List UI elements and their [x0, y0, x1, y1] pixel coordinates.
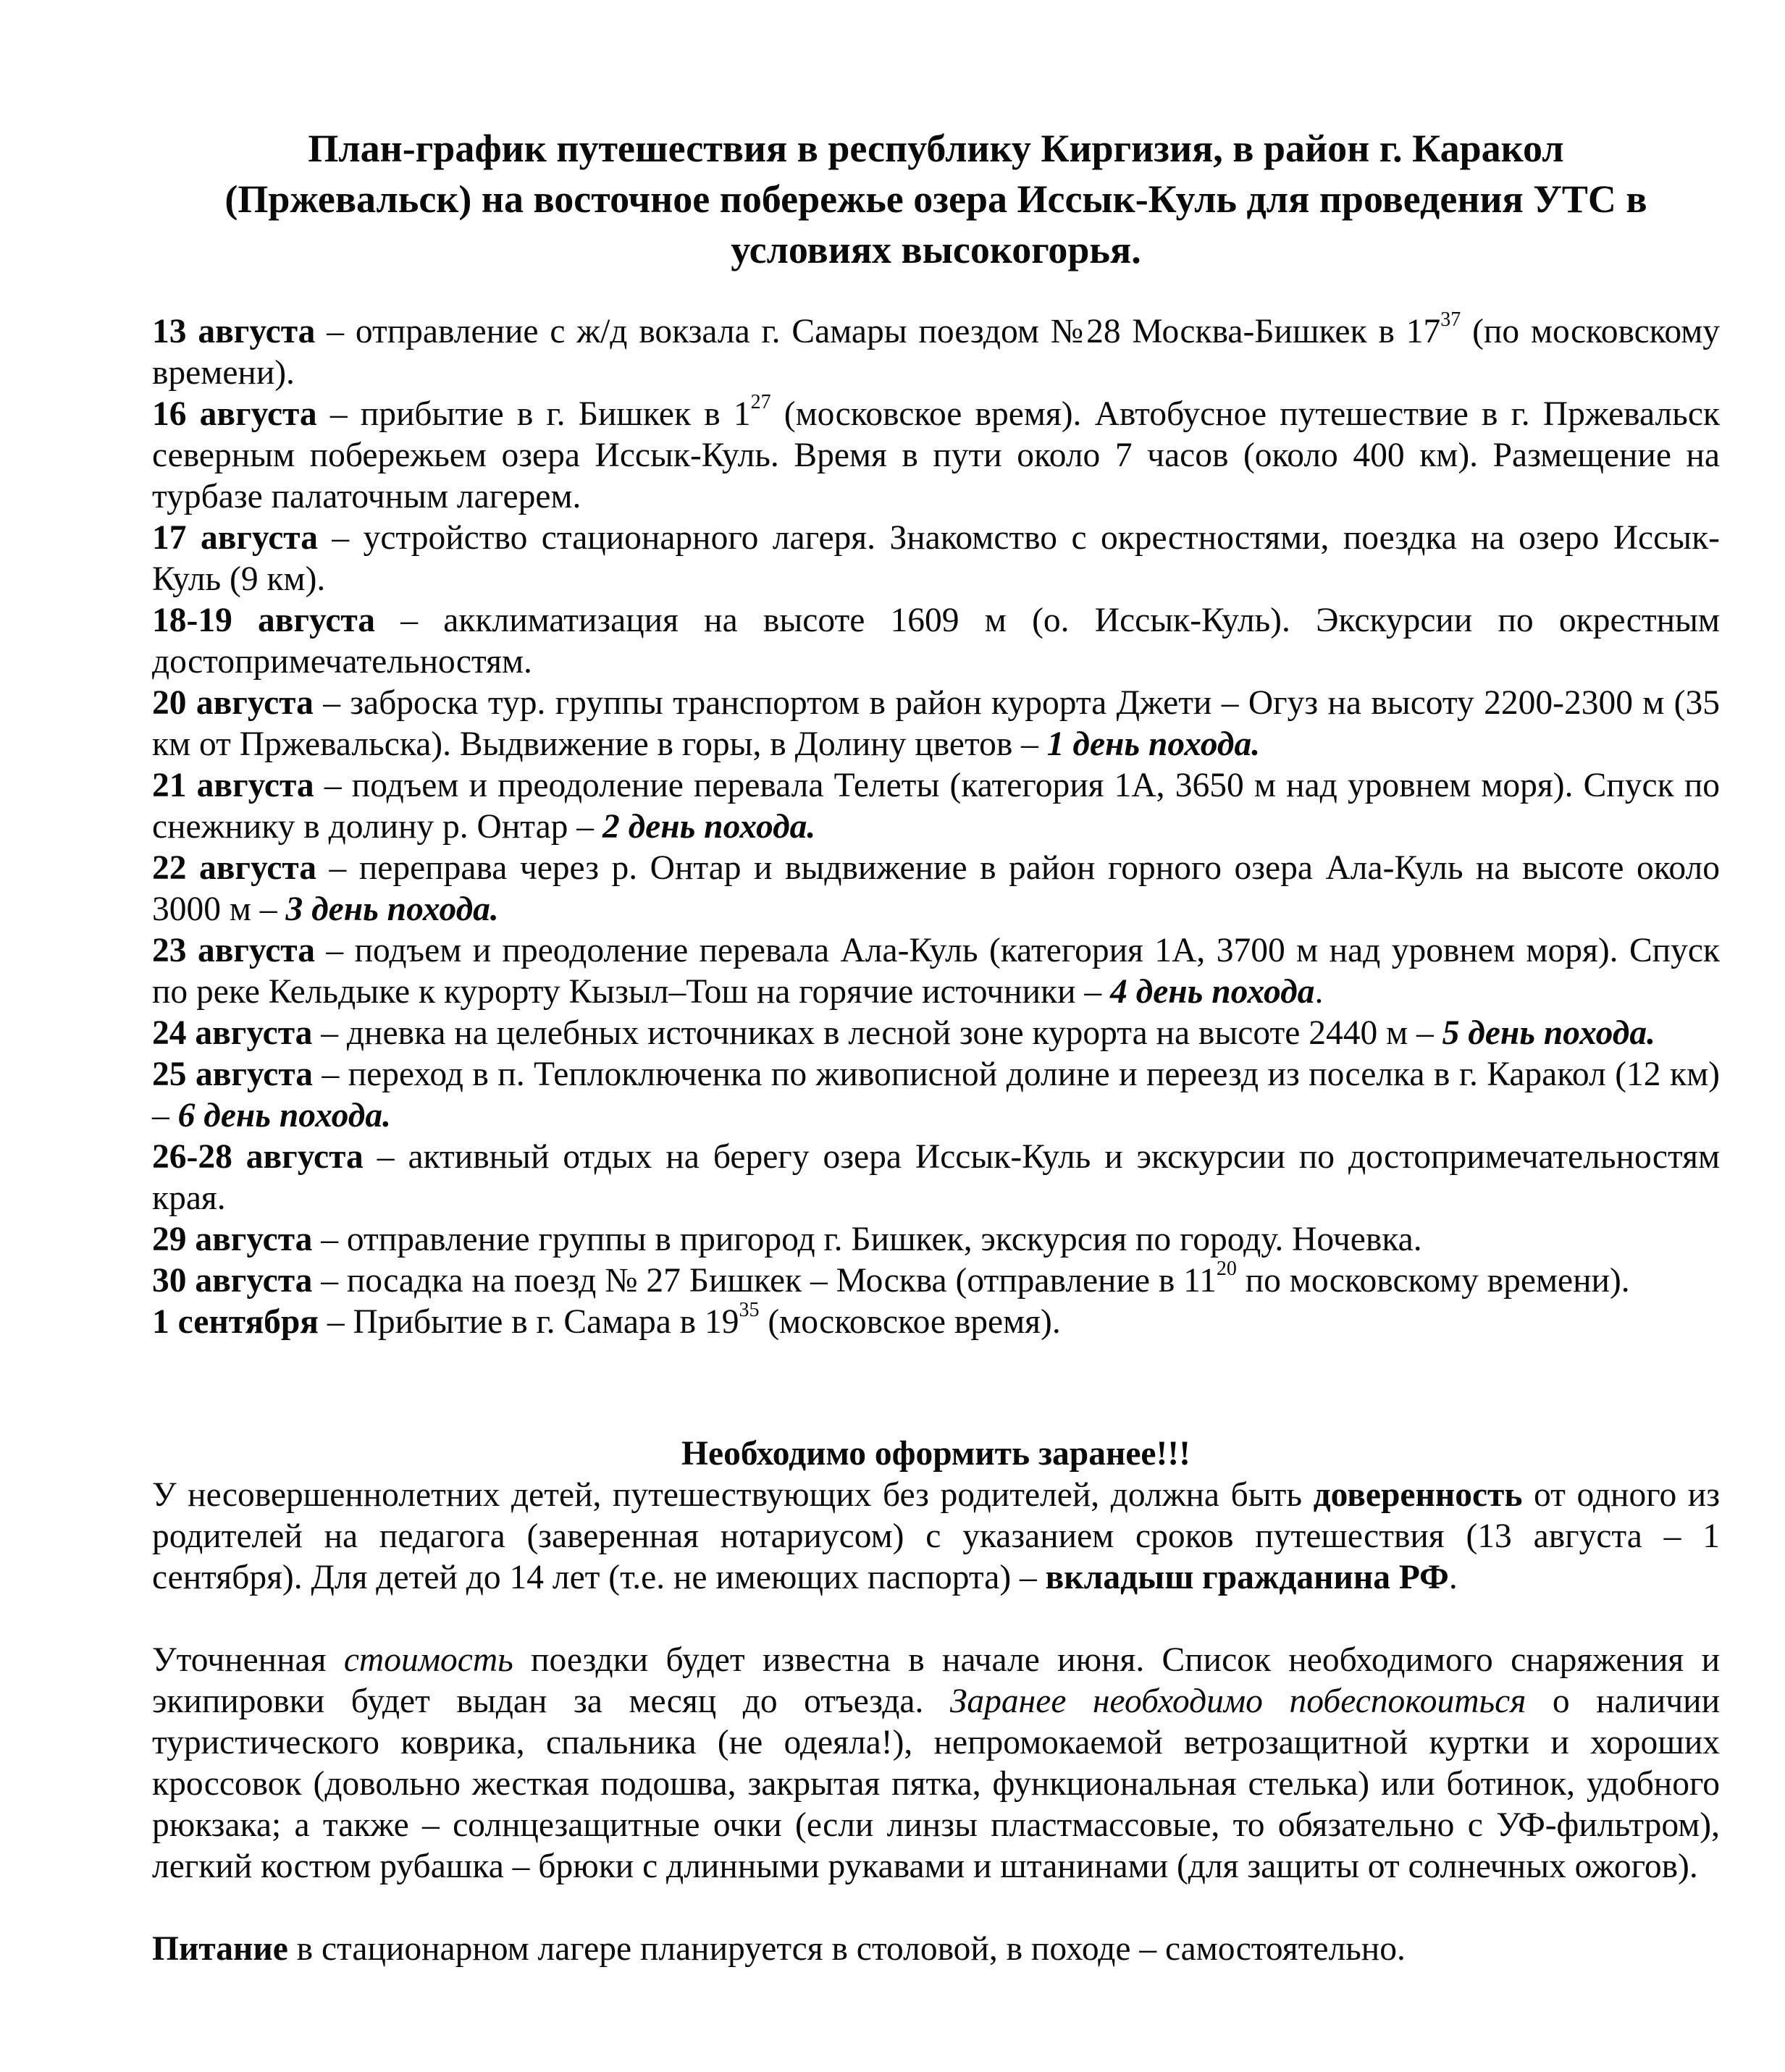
schedule-text-after: (по московскому времени). — [152, 313, 1720, 392]
hike-day-label: 1 день похода. — [1046, 725, 1261, 763]
title-line-3: условиях высокогорья. — [731, 228, 1141, 271]
schedule-entry — [152, 1219, 1720, 1260]
food-label: Питание — [152, 1930, 288, 1968]
schedule-time-minutes: 37 — [1440, 308, 1461, 332]
schedule-date: 13 августа — [152, 313, 316, 350]
cost-word: стоимость — [343, 1641, 513, 1679]
schedule-entry — [152, 1013, 1720, 1054]
schedule-text-after: (московское время). Автобусное путешествие в г. Пржевальск северным побережьем озера Иссык-Куль. Время в пути около 7 часов (около 400 км). Размещение на турбазе палаточным лагерем. — [152, 395, 1720, 515]
advance-paragraph — [152, 1475, 1720, 1599]
document-title — [152, 123, 1720, 275]
schedule-date: 18-19 августа — [152, 602, 376, 639]
schedule-date: 22 августа — [152, 849, 317, 887]
schedule-text: – прибытие в г. Бишкек в 1 — [316, 395, 751, 433]
schedule-entry — [152, 683, 1720, 765]
schedule-time-minutes: 27 — [750, 391, 771, 414]
advance-heading: Необходимо оформить заранее!!! — [681, 1435, 1190, 1473]
schedule-time-minutes: 20 — [1216, 1258, 1237, 1281]
schedule-text: – заброска тур. группы транспортом в район курорта Джети – Огуз на высоту 2200-2300 м (35 км от Пржевальска). Выдвижение в горы, в Долину цветов – — [152, 684, 1721, 763]
schedule-text: – отправление с ж/д вокзала г. Самары поездом №28 Москва-Бишкек в 17 — [315, 313, 1441, 350]
hike-day-label: 4 день похода — [1110, 973, 1315, 1011]
title-line-1: План-график путешествия в республику Киргизия, в район г. Каракол — [308, 127, 1564, 170]
schedule-text: – подъем и преодоление перевала Ала-Куль (категория 1А, 3700 м над уровнем моря). Спуск по реке Кельдыке к курорту Кызыл–Тош на горячие источники – — [152, 932, 1720, 1011]
schedule-date: 30 августа — [152, 1262, 313, 1300]
schedule-date: 20 августа — [152, 684, 314, 722]
schedule-tail: . — [1314, 973, 1324, 1011]
schedule-date: 26-28 августа — [152, 1138, 364, 1176]
hike-day-label: 3 день похода. — [285, 890, 499, 928]
schedule-entry — [152, 765, 1720, 848]
title-line-2: (Пржевальск) на восточное побережье озера Иссык-Куль для проведения УТС в — [224, 177, 1647, 221]
schedule-date: 21 августа — [152, 767, 314, 804]
cost-paragraph — [152, 1640, 1720, 1887]
schedule-date: 23 августа — [152, 932, 315, 969]
schedule-text: – Прибытие в г. Самара в 19 — [319, 1303, 739, 1341]
schedule-entry — [152, 391, 1720, 518]
schedule-entry — [152, 1137, 1720, 1219]
cost-text-2: поездки будет известна в начале июня. Список необходимого снаряжения и экипировки будет выдан за месяц до отъезда. — [152, 1641, 1720, 1720]
document-page — [152, 123, 1720, 1970]
hike-day-label: 5 день похода. — [1442, 1014, 1655, 1052]
schedule-text-after: по московскому времени). — [1236, 1262, 1630, 1300]
advance-text-2: от одного из родителей на педагога (заверенная нотариусом) с указанием сроков путешествия (13 августа – 1 сентября). Для детей до 14 лет (т.е. не имеющих паспорта) – — [152, 1476, 1720, 1596]
schedule-entry — [152, 308, 1720, 394]
schedule-entry — [152, 1299, 1720, 1343]
schedule-text: – подъем и преодоление перевала Телеты (категория 1А, 3650 м над уровнем моря). Спуск по снежнику в долину р. Онтар – — [152, 767, 1720, 846]
schedule-time-minutes: 35 — [739, 1299, 760, 1322]
schedule-date: 16 августа — [152, 395, 317, 433]
schedule-date: 24 августа — [152, 1014, 313, 1052]
schedule-text: – дневка на целебных источниках в лесной зоне курорта на высоте 2440 м – — [312, 1014, 1442, 1052]
hike-day-label: 2 день похода. — [602, 808, 816, 846]
advance-text-3: . — [1448, 1559, 1458, 1596]
schedule-entry — [152, 518, 1720, 600]
schedule-text: – устройство стационарного лагеря. Знакомство с окрестностями, поездка на озеро Иссык-Куль (9 км). — [152, 519, 1720, 598]
power-of-attorney-label: доверенность — [1313, 1476, 1523, 1514]
schedule-text: – акклиматизация на высоте 1609 м (о. Иссык-Куль). Экскурсии по окрестным достопримечательностям. — [152, 602, 1720, 681]
schedule-date: 25 августа — [152, 1056, 313, 1093]
hike-day-label: 6 день похода. — [177, 1097, 391, 1134]
schedule-text: – отправление группы в пригород г. Бишкек, экскурсия по городу. Ночевка. — [312, 1221, 1422, 1258]
schedule-entry — [152, 930, 1720, 1013]
cost-text-1: Уточненная — [152, 1641, 344, 1679]
schedule-date: 17 августа — [152, 519, 318, 557]
food-paragraph — [152, 1929, 1720, 1970]
schedule-entry — [152, 848, 1720, 930]
advance-text-1: У несовершеннолетних детей, путешествующих без родителей, должна быть — [152, 1476, 1314, 1514]
schedule-date: 1 сентября — [152, 1303, 319, 1341]
schedule-entry — [152, 1260, 1720, 1302]
citizen-insert-label: вкладыш гражданина РФ — [1045, 1559, 1449, 1596]
schedule-entry — [152, 1054, 1720, 1137]
schedule-list — [152, 308, 1721, 1343]
schedule-text: – активный отдых на берегу озера Иссык-Куль и экскурсии по достопримечательностям края. — [152, 1138, 1720, 1217]
schedule-text: – переход в п. Теплоключенка по живописной долине и переезд из поселка в г. Каракол (12 км) – — [152, 1056, 1720, 1134]
schedule-text-after: (московское время). — [759, 1303, 1061, 1341]
schedule-entry — [152, 600, 1720, 683]
schedule-text: – посадка на поезд № 27 Бишкек – Москва (отправление в 11 — [312, 1262, 1217, 1300]
cost-text-3: о наличии туристического коврика, спальника (не одеяла!), непромокаемой ветрозащитной куртки и хороших кроссовок (довольно жесткая подошва, закрытая пятка, функциональная стелька) или ботинок, удобного рюкзака; а также – солнцезащитные очки (если линзы пластмассовые, то обязательно с УФ-фильтром), легкий костюм рубашка – брюки с длинными рукавами и штанинами (для защиты от солнечных ожогов). — [152, 1683, 1720, 1885]
schedule-text: – переправа через р. Онтар и выдвижение в район горного озера Ала-Куль на высоте около 3000 м – — [152, 849, 1720, 928]
cost-emphasis: Заранее необходимо побеспокоиться — [949, 1683, 1526, 1720]
schedule-date: 29 августа — [152, 1221, 313, 1258]
food-text: в стационарном лагере планируется в столовой, в походе – самостоятельно. — [287, 1930, 1406, 1968]
